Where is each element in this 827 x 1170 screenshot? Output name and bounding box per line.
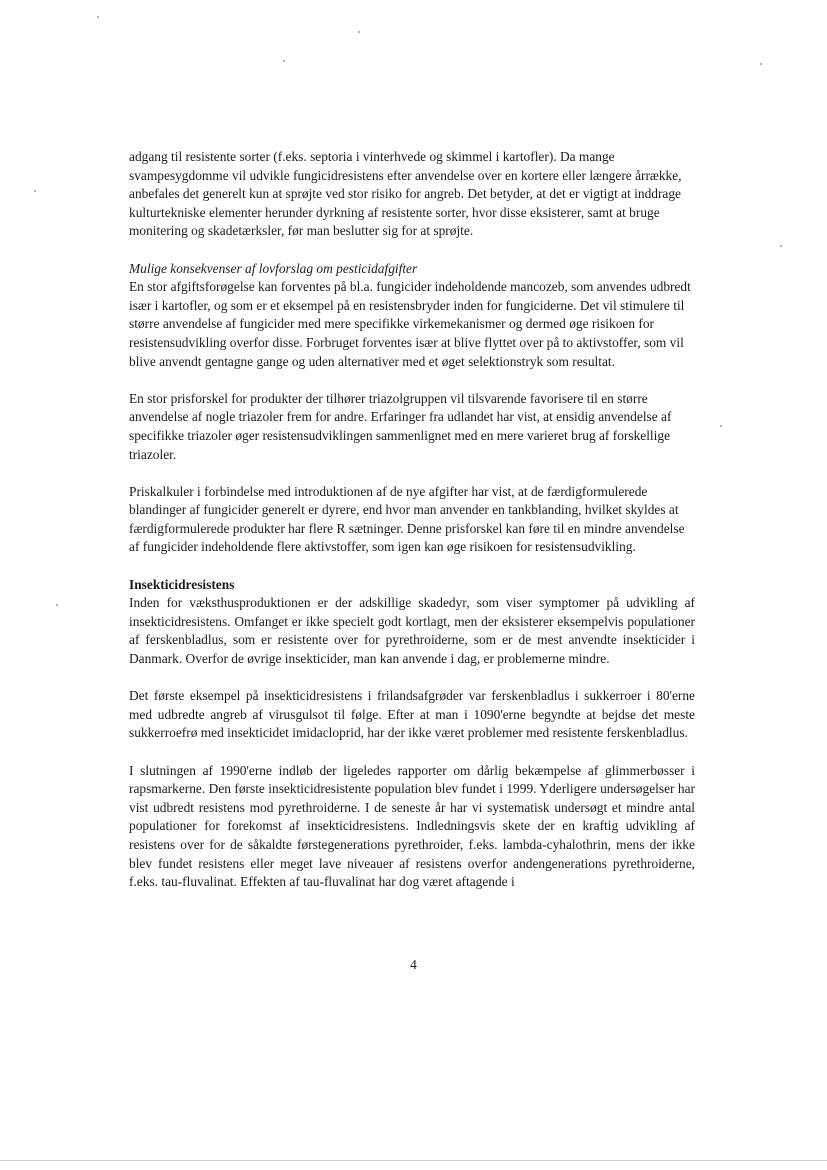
- section-heading-insecticide-resistance: Insekticidresistens: [129, 576, 235, 592]
- paragraph-fungicide-strategy: adgang til resistente sorter (f.eks. septoria i vinterhvede og skimmel i kartofler). Da mange svampesygdomme vil udvikle fungicidresistens efter anvendelse over en kortere eller længere årrække, anbefales det generelt kun at sprøjte ved stor risiko for angreb. Det betyder, at det er vigtigt at inddrage kulturtekniske elementer herunder dyrkning af resistente sorter, hvor disse eksisterer, samt at bruge monitering og skadetærksler, før man beslutter sig for at sprøjte.: [129, 149, 682, 239]
- paragraph-pollen-beetles: I slutningen af 1990'erne indløb der ligeledes rapporter om dårlig bekæmpelse af glimmerbøsser i rapsmarkerne. Den første insekticidresistente population blev fundet i 1999. Yderligere undersøgelser har vist udbredt resistens mod pyrethroiderne. I de seneste år har vi systematisk undersøgt et mindre antal populationer for forekomst af insekticidresistens. Indledningsvis skete der en kraftig udvikling af resistens over for de såkaldte førstegenerations pyrethroider, f.eks. lambda-cyhalothrin, mens der ikke blev fundet resistens eller meget lave niveauer af resistens overfor andengenerations pyrethroiderne, f.eks. tau-fluvalinat. Effekten af tau-fluvalinat har dog været aftagende i: [129, 762, 695, 890]
- page-number: 4: [410, 957, 417, 972]
- scan-speck: [34, 190, 36, 192]
- section-heading-consequences: Mulige konsekvenser af lovforslag om pesticidafgifter: [129, 260, 418, 276]
- scan-speck: [56, 604, 58, 606]
- paragraph-triazoles: En stor prisforskel for produkter der tilhører triazolgruppen vil tilsvarende favorisere til en større anvendelse af nogle triazoler frem for andre. Erfaringer fra udlandet har vist, at ensidig anvendelse af specifikke triazoler øger resistensudviklingen sammenlignet med en mere varieret brug af forskellige triazoler.: [129, 390, 672, 462]
- paragraph-greenhouse: Inden for væksthusproduktionen er der adskillige skadedyr, som viser symptomer på udvikling af insekticidresistens. Omfanget er ikke specielt godt kortlagt, men der eksisterer eksempelvis populationer af ferskenbladlus, som er resistente over for pyrethroiderne, som er de mest anvendte insekticider i Danmark. Overfor de øvrige insekticider, man kan anvende i dag, er problemerne mindre.: [129, 595, 695, 667]
- scan-speck: [283, 60, 285, 62]
- scan-speck: [780, 245, 782, 247]
- scan-speck: [760, 63, 762, 65]
- scan-speck: [358, 31, 360, 33]
- paragraph-price-calculations: Priskalkuler i forbindelse med introduktionen af de nye afgifter har vist, at de færdigformulerede blandinger af fungicider generelt er dyrere, end hvor man anvender en tankblanding, hvilket skyldes at færdigformulerede produkter har flere R sætninger. Denne prisforskel kan føre til en mindre anvendelse af fungicider indeholdende flere aktivstoffer, som igen kan øge risikoen for resistensudvikling.: [129, 483, 685, 555]
- paragraph-sugar-beet: Det første eksempel på insekticidresistens i frilandsafgrøder var ferskenbladlus i sukkerroer i 80'erne med udbredte angreb af virusgulsot til følge. Efter at man i 1090'erne begyndte at bejdse det meste sukkerroefrø med insekticidet imidacloprid, har der ikke været problemer med resistente ferskenbladlus.: [129, 688, 695, 741]
- scan-edge-line: [0, 1160, 827, 1161]
- paragraph-mancozeb: En stor afgiftsforøgelse kan forventes på bl.a. fungicider indeholdende mancozeb, som anvendes udbredt især i kartofler, og som er et eksempel på en resistensbryder inden for fungiciderne. Det vil stimulere til større anvendelse af fungicider med mere specifikke virkemekanismer og dermed øge risikoen for resistensudvikling overfor disse. Forbruget forventes især at blive flyttet over på to aktivstoffer, som vil blive anvendt gentagne gange og uden alternativer med et øget selektionstryk som resultat.: [129, 279, 691, 369]
- scan-speck: [97, 16, 99, 18]
- document-body: [129, 148, 695, 892]
- scan-speck: [720, 425, 722, 427]
